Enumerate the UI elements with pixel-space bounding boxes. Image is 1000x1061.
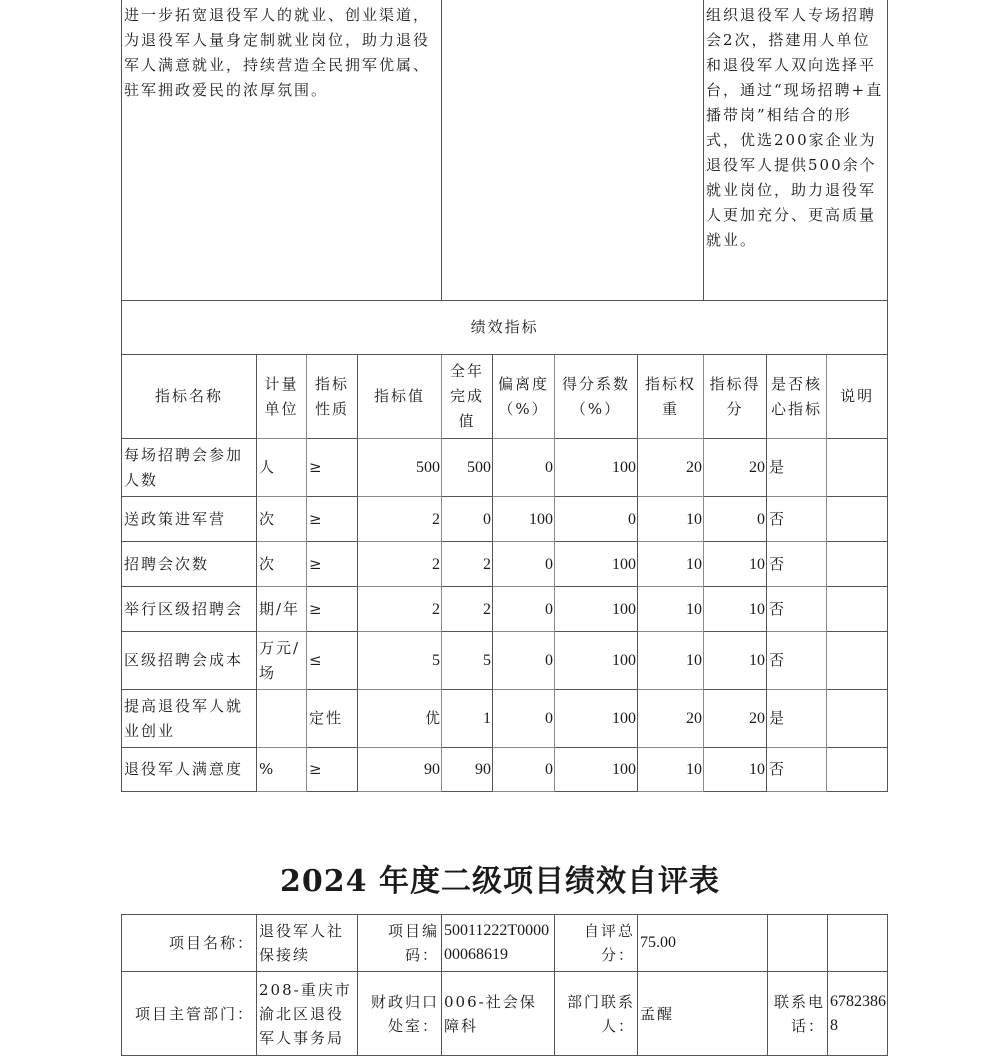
row-unit: 万元/场 — [257, 632, 307, 690]
row-name: 送政策进军营 — [122, 497, 257, 542]
contact-label: 部门联系人： — [555, 972, 638, 1056]
row-coef: 100 — [555, 690, 638, 748]
row-actual: 2 — [442, 542, 493, 587]
row-weight: 10 — [638, 542, 704, 587]
row-core: 否 — [767, 497, 827, 542]
project-info-table — [121, 914, 888, 1056]
col-header-deviation: 偏离度（%） — [493, 355, 555, 439]
table-row — [122, 632, 888, 690]
col-header-target: 指标值 — [358, 355, 442, 439]
finance-office-value: 006-社会保障科 — [442, 972, 555, 1056]
col-header-nature: 指标性质 — [307, 355, 358, 439]
col-header-coef: 得分系数（%） — [555, 355, 638, 439]
row-core: 否 — [767, 632, 827, 690]
row-deviation: 0 — [493, 439, 555, 497]
row-target: 优 — [358, 690, 442, 748]
project-name-label: 项目名称： — [122, 915, 257, 972]
row-coef: 100 — [555, 748, 638, 792]
row-core: 否 — [767, 587, 827, 632]
project-name-value: 退役军人社保接续 — [257, 915, 358, 972]
row-name: 区级招聘会成本 — [122, 632, 257, 690]
row-deviation: 0 — [493, 587, 555, 632]
row-actual: 1 — [442, 690, 493, 748]
project-code-value: 50011222T000000068619 — [442, 915, 555, 972]
row-target: 90 — [358, 748, 442, 792]
row-deviation: 0 — [493, 748, 555, 792]
col-header-score: 指标得分 — [704, 355, 767, 439]
total-score-value: 75.00 — [638, 915, 768, 972]
row-name: 每场招聘会参加人数 — [122, 439, 257, 497]
row-unit: 次 — [257, 497, 307, 542]
row-core: 是 — [767, 439, 827, 497]
row-coef: 100 — [555, 587, 638, 632]
goal-middle-cell — [442, 0, 704, 301]
row-deviation: 100 — [493, 497, 555, 542]
row-actual: 90 — [442, 748, 493, 792]
row-weight: 10 — [638, 587, 704, 632]
table-row — [122, 587, 888, 632]
row-actual: 0 — [442, 497, 493, 542]
row-coef: 100 — [555, 542, 638, 587]
row-target: 500 — [358, 439, 442, 497]
row-deviation: 0 — [493, 542, 555, 587]
col-header-note: 说明 — [827, 355, 888, 439]
table-row — [122, 690, 888, 748]
row-weight: 10 — [638, 497, 704, 542]
row-name: 提高退役军人就业创业 — [122, 690, 257, 748]
form-title: 2024 年度二级项目绩效自评表 — [280, 864, 720, 899]
annual-goal-cell: 进一步拓宽退役军人的就业、创业渠道，为退役军人量身定制就业岗位，助力退役军人满意就业，持续营造全民拥军优属、驻军拥政爱民的浓厚氛围。 — [122, 0, 442, 301]
row-core: 否 — [767, 542, 827, 587]
total-score-label: 自评总分： — [555, 915, 638, 972]
row-unit: % — [257, 748, 307, 792]
phone-value: 67823868 — [828, 972, 888, 1056]
row-note — [827, 587, 888, 632]
row-actual: 500 — [442, 439, 493, 497]
row-target: 2 — [358, 587, 442, 632]
row-nature: ≥ — [307, 497, 358, 542]
row-unit: 期/年 — [257, 587, 307, 632]
row-note — [827, 542, 888, 587]
row-deviation: 0 — [493, 690, 555, 748]
finance-office-label: 财政归口处室： — [358, 972, 442, 1056]
row-score: 10 — [704, 748, 767, 792]
row-nature: ≥ — [307, 748, 358, 792]
empty-cell — [828, 915, 888, 972]
performance-indicator-table — [121, 300, 888, 792]
row-weight: 10 — [638, 748, 704, 792]
row-score: 0 — [704, 497, 767, 542]
row-unit — [257, 690, 307, 748]
row-coef: 100 — [555, 632, 638, 690]
row-note — [827, 632, 888, 690]
row-score: 20 — [704, 439, 767, 497]
actual-completion-cell: 组织退役军人专场招聘会2次，搭建用人单位和退役军人双向选择平台，通过“现场招聘+直播带岗”相结合的形式，优选200家企业为退役军人提供500余个就业岗位，助力退役军人更加充分、更高质量就业。 — [704, 0, 888, 301]
row-unit: 人 — [257, 439, 307, 497]
row-score: 10 — [704, 632, 767, 690]
phone-label: 联系电话： — [768, 972, 828, 1056]
dept-label: 项目主管部门： — [122, 972, 257, 1056]
col-header-name: 指标名称 — [122, 355, 257, 439]
row-nature: ≥ — [307, 542, 358, 587]
dept-value: 208-重庆市渝北区退役军人事务局 — [257, 972, 358, 1056]
row-score: 10 — [704, 542, 767, 587]
row-nature: ≤ — [307, 632, 358, 690]
row-note — [827, 690, 888, 748]
row-target: 5 — [358, 632, 442, 690]
row-note — [827, 748, 888, 792]
row-score: 20 — [704, 690, 767, 748]
row-unit: 次 — [257, 542, 307, 587]
table-row — [122, 748, 888, 792]
col-header-core: 是否核心指标 — [767, 355, 827, 439]
row-core: 否 — [767, 748, 827, 792]
row-deviation: 0 — [493, 632, 555, 690]
contact-value: 孟醒 — [638, 972, 768, 1056]
table-row — [122, 542, 888, 587]
row-target: 2 — [358, 497, 442, 542]
col-header-actual: 全年完成值 — [442, 355, 493, 439]
row-core: 是 — [767, 690, 827, 748]
row-name: 招聘会次数 — [122, 542, 257, 587]
row-target: 2 — [358, 542, 442, 587]
row-weight: 10 — [638, 632, 704, 690]
row-coef: 100 — [555, 439, 638, 497]
row-name: 举行区级招聘会 — [122, 587, 257, 632]
header-row — [122, 355, 888, 439]
project-code-label: 项目编码： — [358, 915, 442, 972]
row-weight: 20 — [638, 439, 704, 497]
col-header-weight: 指标权重 — [638, 355, 704, 439]
goals-table — [121, 0, 888, 301]
section-title-performance: 绩效指标 — [122, 301, 888, 355]
row-note — [827, 439, 888, 497]
row-actual: 2 — [442, 587, 493, 632]
table-row — [122, 439, 888, 497]
table-row — [122, 497, 888, 542]
empty-cell — [768, 915, 828, 972]
row-nature: ≥ — [307, 587, 358, 632]
row-nature: 定性 — [307, 690, 358, 748]
row-nature: ≥ — [307, 439, 358, 497]
row-score: 10 — [704, 587, 767, 632]
row-weight: 20 — [638, 690, 704, 748]
row-actual: 5 — [442, 632, 493, 690]
row-coef: 0 — [555, 497, 638, 542]
row-name: 退役军人满意度 — [122, 748, 257, 792]
row-note — [827, 497, 888, 542]
col-header-unit: 计量单位 — [257, 355, 307, 439]
